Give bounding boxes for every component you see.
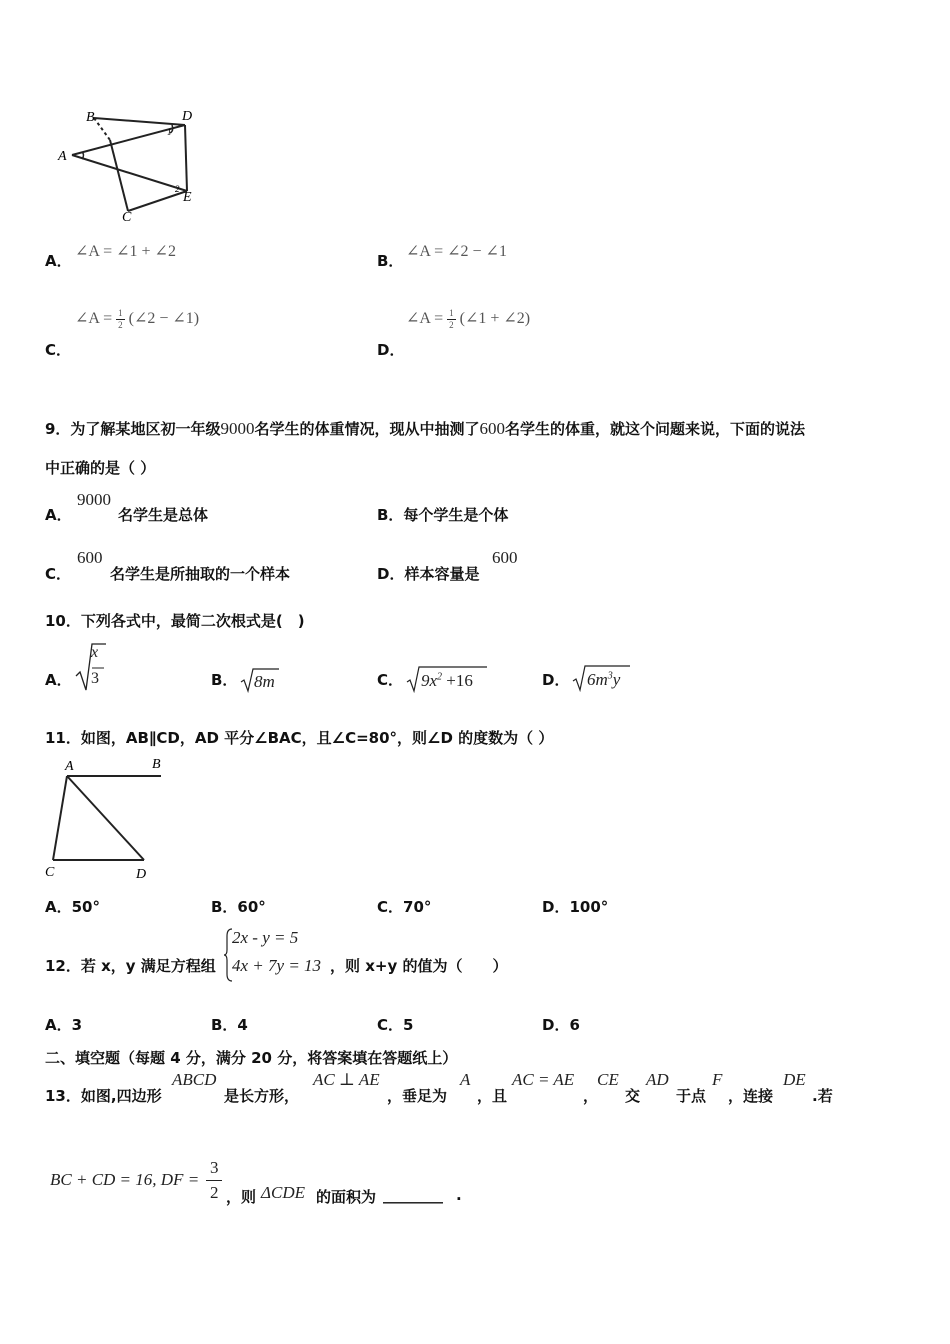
q9-stem-part3: 名学生的体重，就这个问题来说，下面的说法 <box>504 420 805 438</box>
q9-stem-part2: 名学生的体重情况，现从中抽测了 <box>254 420 480 438</box>
q13-text-6: 交 <box>625 1087 641 1105</box>
q9-option-d-num: 600 <box>492 548 518 567</box>
q11-stem: 11．如图，AB∥CD，AD 平分∠BAC，且∠C=80°，则∠D 的度数为（ ） <box>45 729 554 747</box>
q10-c-rad-post: +16 <box>442 671 473 690</box>
fig8-label-c: C <box>122 210 132 225</box>
q8-option-c-letter: C． <box>45 341 72 359</box>
q9-option-a-text: 名学生是总体 <box>118 506 209 524</box>
q12-equation-1: 2x - y = 5 <box>232 928 299 947</box>
q10-option-b-letter: B． <box>211 671 238 689</box>
fig8-label-a: A <box>58 149 67 164</box>
q8-d-num: 1 <box>449 307 454 318</box>
q10-d-radicand <box>587 670 620 690</box>
fig11-label-a: A <box>65 759 74 774</box>
q13-math-abcd: ABCD <box>172 1070 217 1089</box>
q8-option-a-letter: A． <box>45 252 72 270</box>
q8-c-pre: ∠A = <box>75 310 113 327</box>
q12-option-a: A．3 <box>45 1016 83 1034</box>
q8-figure <box>50 105 210 225</box>
q8-d-den: 2 <box>449 319 454 330</box>
q8-option-d-expr <box>406 308 530 330</box>
fig8-angle-2: 2 <box>175 184 180 194</box>
q10-c-rad-pre: 9x <box>421 671 438 690</box>
q9-option-c-letter: C． <box>45 565 72 583</box>
q11-option-a: A．50° <box>45 898 100 916</box>
q12-option-c: C．5 <box>377 1016 414 1034</box>
q10-c-radicand <box>421 671 473 691</box>
q8-c-den: 2 <box>118 319 123 330</box>
fig8-label-d: D <box>182 109 193 124</box>
q13-answer-blank[interactable]: ________ <box>383 1186 443 1204</box>
q13-math-triangle: ΔCDE <box>261 1183 305 1202</box>
section-2-heading: 二、填空题（每题 4 分，满分 20 分，将答案填在答题纸上） <box>45 1049 458 1067</box>
q8-d-post: (∠1 + ∠2) <box>459 310 531 327</box>
fig11-label-b: B <box>152 757 161 772</box>
q9-option-d-text: D．样本容量是 <box>377 565 480 583</box>
q13-text-10: ，则 <box>226 1188 257 1206</box>
q9-stem-part1: 9．为了解某地区初一年级 <box>45 420 221 438</box>
q12-equation-2: 4x + 7y = 13 <box>232 956 322 975</box>
q9-stem-num1: 9000 <box>220 419 255 438</box>
q13-math-de: DE <box>783 1070 806 1089</box>
q13-equation: BC + CD = 16, DF = <box>50 1170 200 1189</box>
q12-stem-pre: 12．若 x，y 满足方程组 <box>45 957 216 975</box>
fig8-label-b: B <box>86 110 95 125</box>
q12-option-b: B．4 <box>211 1016 248 1034</box>
q13-eq-denominator: 2 <box>210 1183 219 1202</box>
q13-text-8: ，连接 <box>728 1087 774 1105</box>
q13-text-3: ，垂足为 <box>387 1087 448 1105</box>
fig11-label-c: C <box>45 865 55 880</box>
q13-math-f: F <box>712 1070 723 1089</box>
q10-a-denominator: 3 <box>91 670 99 687</box>
q10-c-exp: 2 <box>437 671 443 683</box>
q9-stem-num2: 600 <box>479 419 505 438</box>
q11-option-c: C．70° <box>377 898 432 916</box>
q9-option-a-letter: A． <box>45 506 72 524</box>
q8-d-pre: ∠A = <box>406 310 444 327</box>
q13-text-11: 的面积为 <box>316 1188 377 1206</box>
q13-fraction-bar <box>206 1180 222 1181</box>
q13-text-2: 是长方形， <box>224 1087 300 1105</box>
q13-text-7: 于点 <box>676 1087 707 1105</box>
fig8-label-e: E <box>183 190 192 205</box>
q12-stem-post: ，则 x+y 的值为（ ） <box>330 957 508 975</box>
q13-text-5: ， <box>583 1087 599 1105</box>
q13-text-4: ，且 <box>477 1087 508 1105</box>
q10-option-c-letter: C． <box>377 671 404 689</box>
q9-stem-line1 <box>45 418 805 439</box>
q10-b-radicand: 8m <box>254 672 275 691</box>
q8-option-b-letter: B． <box>377 252 404 270</box>
q10-a-numerator: x <box>91 644 99 661</box>
q13-text-9: .若 <box>812 1087 833 1105</box>
q10-option-d-letter: D． <box>542 671 570 689</box>
q9-option-b-text: B．每个学生是个体 <box>377 506 509 524</box>
q13-text-12: . <box>456 1186 462 1204</box>
q11-figure <box>40 752 170 882</box>
q8-c-post: (∠2 − ∠1) <box>128 310 200 327</box>
q8-option-c-expr <box>75 308 199 330</box>
q11-option-b: B．60° <box>211 898 266 916</box>
q13-text-1: 13．如图,四边形 <box>45 1087 162 1105</box>
q9-option-c-num: 600 <box>77 548 103 567</box>
q13-math-perp: AC ⊥ AE <box>313 1070 380 1089</box>
q9-option-c-text: 名学生是所抽取的一个样本 <box>110 565 291 583</box>
q11-option-d: D．100° <box>542 898 609 916</box>
q13-math-a: A <box>460 1070 471 1089</box>
q13-math-ce: CE <box>597 1070 619 1089</box>
q8-option-b-expr: ∠A = ∠2 − ∠1 <box>406 243 507 260</box>
q10-d-rad-pre: 6m <box>587 670 608 689</box>
q10-d-rad-post: y <box>612 670 621 689</box>
fig11-label-d: D <box>136 867 147 882</box>
q8-c-num: 1 <box>118 307 123 318</box>
q8-option-d-letter: D． <box>377 341 405 359</box>
q9-option-a-num: 9000 <box>77 490 111 509</box>
q10-d-exp: 3 <box>607 670 613 682</box>
q9-stem-line2: 中正确的是（ ） <box>45 459 156 477</box>
q10-option-a-letter: A． <box>45 671 72 689</box>
q13-math-ad: AD <box>646 1070 669 1089</box>
q12-option-d: D．6 <box>542 1016 580 1034</box>
q13-math-ac-ae: AC = AE <box>512 1070 575 1089</box>
q10-stem: 10．下列各式中，最简二次根式是( ) <box>45 612 305 630</box>
q8-option-a-expr: ∠A = ∠1 + ∠2 <box>75 243 176 260</box>
fig8-angle-1: 1 <box>167 127 172 137</box>
q13-eq-numerator: 3 <box>210 1158 219 1177</box>
